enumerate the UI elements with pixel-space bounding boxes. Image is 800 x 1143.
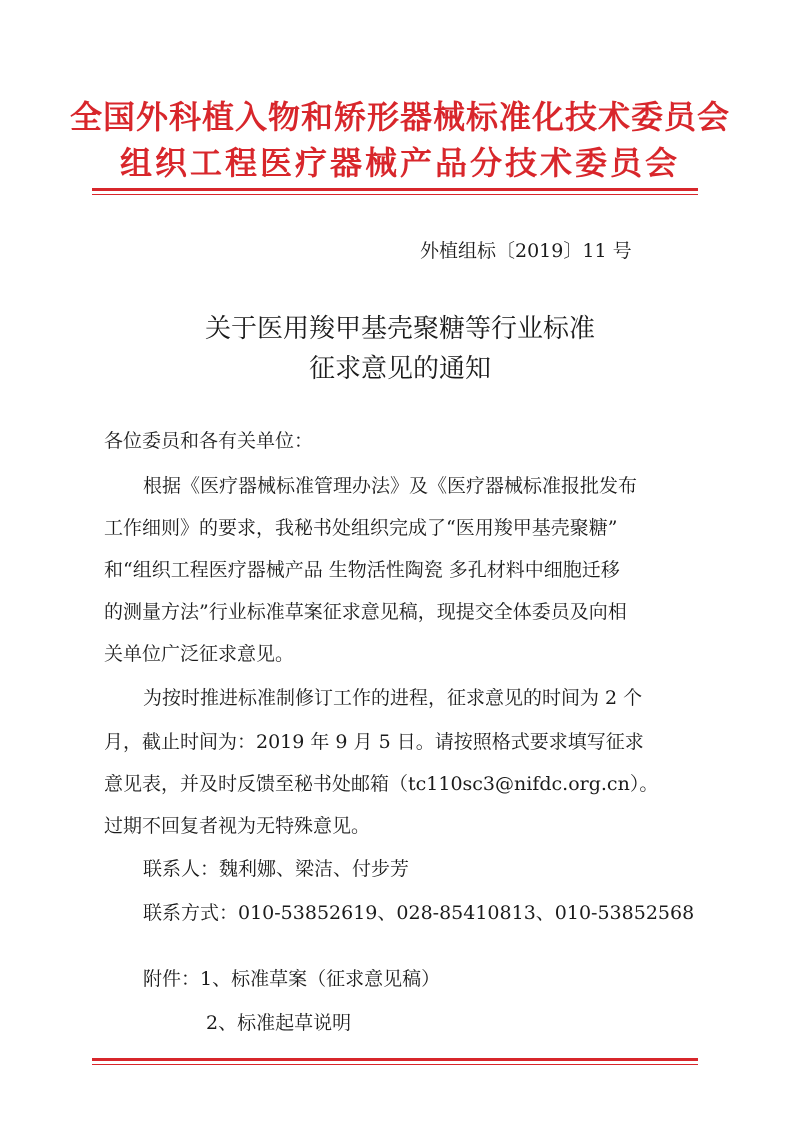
header-org-line-1: 全国外科植入物和矫形器械标准化技术委员会 <box>69 98 730 136</box>
attachment-item-2: 2、标准起草说明 <box>206 1012 352 1034</box>
paragraph-1-line: 的测量方法”行业标准草案征求意见稿，现提交全体委员及向相 <box>104 601 627 623</box>
notice-title-line-1: 关于医用羧甲基壳聚糖等行业标准 <box>204 314 595 344</box>
paragraph-1-line: 根据《医疗器械标准管理办法》及《医疗器械标准报批发布 <box>143 475 638 497</box>
paragraph-2-line: 为按时推进标准制修订工作的进程，征求意见的时间为 2 个 <box>143 687 643 709</box>
header-divider-thin <box>92 194 698 195</box>
contact-persons: 联系人：魏利娜、梁洁、付步芳 <box>143 858 410 880</box>
paragraph-1-line: 关单位广泛征求意见。 <box>104 643 295 665</box>
header-org-line-2: 组织工程医疗器械产品分技术委员会 <box>119 144 680 182</box>
footer-divider-thick <box>92 1058 698 1061</box>
footer-divider-thin <box>92 1064 698 1065</box>
paragraph-1-line: 和“组织工程医疗器械产品 生物活性陶瓷 多孔材料中细胞迁移 <box>104 559 620 581</box>
document-number: 外植组标〔2019〕11 号 <box>420 240 632 262</box>
salutation: 各位委员和各有关单位： <box>104 430 314 452</box>
paragraph-2-line-with-email: 意见表，并及时反馈至秘书处邮箱（tc110sc3@nifdc.org.cn）。 <box>104 773 659 795</box>
attachment-item-1: 附件：1、标准草案（征求意见稿） <box>143 968 441 990</box>
paragraph-2-line: 月，截止时间为：2019 年 9 月 5 日。请按照格式要求填写征求 <box>104 731 644 753</box>
notice-title-line-2: 征求意见的通知 <box>308 354 491 384</box>
paragraph-1-line: 工作细则》的要求，我秘书处组织完成了“医用羧甲基壳聚糖” <box>104 517 618 539</box>
paragraph-2-line: 过期不回复者视为无特殊意见。 <box>104 815 371 837</box>
header-divider-thick <box>92 188 698 191</box>
contact-phones: 联系方式：010-53852619、028-85410813、010-53852568 <box>143 902 695 924</box>
